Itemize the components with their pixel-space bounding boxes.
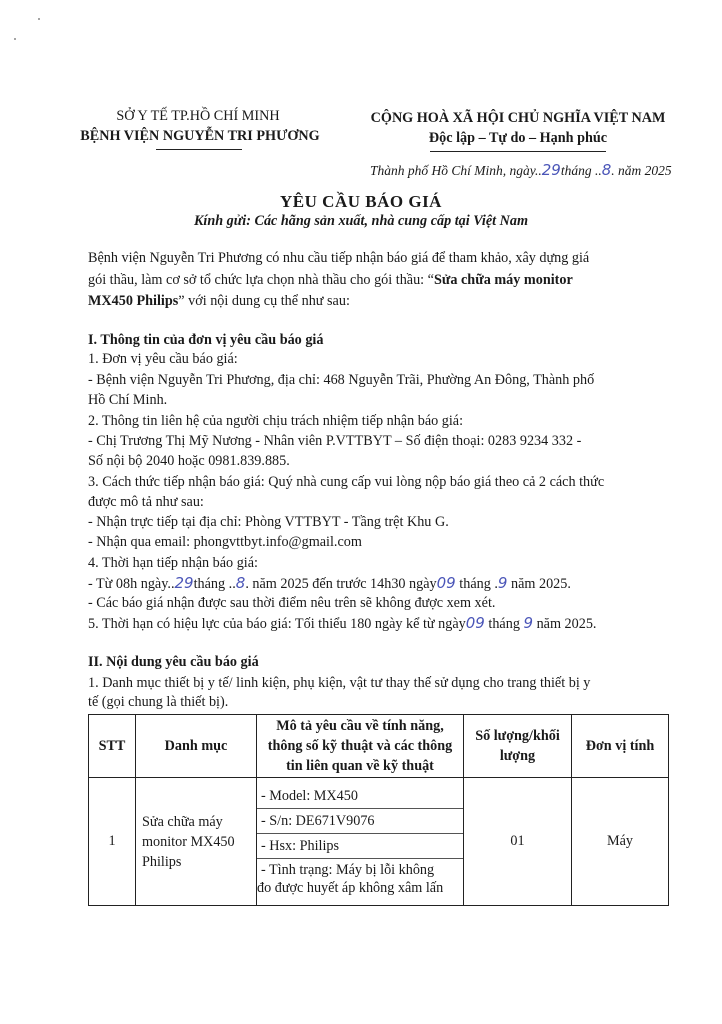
handwritten-day: 29 (174, 574, 194, 592)
header-unit: Đơn vị tính (572, 715, 669, 778)
scan-speck (38, 18, 40, 20)
document-title: YÊU CẦU BÁO GIÁ (280, 192, 442, 211)
deadline-text: năm 2025. (511, 576, 571, 592)
header-quantity (464, 715, 572, 778)
intro-text: ” với nội dung cụ thể như sau: (178, 293, 350, 309)
handwritten-day: 09 (465, 614, 485, 632)
handwritten-month: 9 (497, 574, 508, 592)
section-1-line: - Các báo giá nhận được sau thời điểm nêu trên sẽ không được xem xét. (88, 595, 496, 611)
spec-status-line: đo được huyết áp không xâm lấn (257, 880, 444, 896)
section-2-line: tế (gọi chung là thiết bị). (88, 694, 229, 710)
spec-serial: - S/n: DE671V9076 (257, 808, 463, 833)
intro-line-2 (88, 272, 573, 289)
row-quantity: 01 (464, 778, 572, 906)
package-name-part1: Sửa chữa máy monitor (433, 272, 573, 288)
row-name (136, 778, 257, 906)
package-name-part2: MX450 Philips (88, 293, 179, 309)
spec-model: - Model: MX450 (261, 788, 358, 804)
deadline-text: tháng (193, 576, 226, 592)
header-name: Danh mục (136, 715, 257, 778)
section-2-heading: II. Nội dung yêu cầu báo giá (88, 654, 259, 670)
section-1-line: 3. Cách thức tiếp nhận báo giá: Quý nhà cung cấp vui lòng nộp báo giá theo cả 2 cách thức (88, 474, 605, 490)
row-spec (257, 778, 464, 906)
row-stt: 1 (89, 778, 136, 906)
section-1-line: 4. Thời hạn tiếp nhận báo giá: (88, 555, 258, 571)
row-name-line: monitor MX450 (142, 833, 235, 850)
table-header-row (89, 715, 669, 778)
spec-status (257, 858, 463, 899)
handwritten-month: 8 (235, 574, 246, 592)
section-1-line: 2. Thông tin liên hệ của người chịu trách nhiệm tiếp nhận báo giá: (88, 413, 464, 429)
validity-text: 5. Thời hạn có hiệu lực của báo giá: Tối thiểu 180 ngày kể từ ngày (88, 616, 466, 632)
header-quantity-line: Số lượng/khối (475, 728, 560, 744)
equipment-table (88, 714, 669, 906)
motto: Độc lập – Tự do – Hạnh phúc (428, 130, 608, 146)
handwritten-day: 09 (436, 574, 456, 592)
republic-name: CỘNG HOÀ XÃ HỘI CHỦ NGHĨA VIỆT NAM (370, 110, 666, 126)
section-1-line: - Chị Trương Thị Mỹ Nương - Nhân viên P.VTTBYT – Số điện thoại: 0283 9234 332 - (88, 433, 582, 449)
date-prefix: Thành phố Hồ Chí Minh, ngày (370, 163, 536, 178)
section-1-line: được mô tả như sau: (88, 494, 204, 510)
section-1-line: - Bệnh viện Nguyễn Tri Phương, địa chỉ: 468 Nguyễn Trãi, Phường An Đông, Thành phố (88, 372, 595, 388)
header-description (257, 715, 464, 778)
header-description-line: Mô tả yêu cầu về tính năng, (276, 718, 444, 734)
scan-speck (14, 38, 16, 40)
document-subtitle: Kính gửi: Các hãng sản xuất, nhà cung cấp tại Việt Nam (193, 213, 529, 229)
intro-line-1: Bệnh viện Nguyễn Tri Phương có nhu cầu tiếp nhận báo giá để tham khảo, xây dựng giá (88, 250, 590, 266)
header-quantity-line: lượng (499, 748, 536, 764)
deadline-line: - Từ 08h ngày..29tháng ..8. năm 2025 đến trước 14h30 ngày09 tháng .9 năm 2025. (88, 574, 571, 592)
table-row (89, 778, 669, 906)
section-1-line: - Nhận trực tiếp tại địa chỉ: Phòng VTTBYT - Tầng trệt Khu G. (88, 514, 449, 530)
spec-status-line: - Tình trạng: Máy bị lỗi không (261, 862, 435, 878)
deadline-text: - Từ 08h ngày (88, 576, 168, 592)
deadline-text: năm 2025 đến trước 14h30 ngày (252, 576, 437, 592)
validity-text: năm 2025. (536, 616, 597, 632)
section-1-heading: I. Thông tin của đơn vị yêu cầu báo giá (88, 332, 324, 348)
row-unit: Máy (572, 778, 669, 906)
header-stt: STT (89, 715, 136, 778)
section-2-line: 1. Danh mục thiết bị y tế/ linh kiện, phụ kiện, vật tư thay thế sử dụng cho trang thiết bị y (88, 675, 591, 691)
section-1-line: Hồ Chí Minh. (88, 392, 168, 408)
date-line: Thành phố Hồ Chí Minh, ngày..29tháng ..8. năm 2025 (370, 161, 672, 179)
hospital-name: BỆNH VIỆN NGUYỄN TRI PHƯƠNG (80, 128, 320, 144)
row-name-line: Sửa chữa máy (142, 813, 223, 830)
month-label: tháng (560, 163, 592, 178)
deadline-text: tháng (459, 576, 491, 592)
validity-text: tháng (488, 616, 520, 632)
contact-email: - Nhận qua email: phongvttbyt.info@gmail.com (88, 534, 362, 550)
row-name-line: Philips (142, 853, 182, 870)
spec-manufacturer: - Hsx: Philips (257, 833, 463, 858)
handwritten-month: 8 (601, 161, 612, 179)
validity-line (88, 614, 596, 633)
handwritten-day: 29 (541, 161, 561, 179)
hospital-underline (156, 149, 242, 150)
handwritten-month: 9 (523, 614, 534, 632)
header-description-line: thông số kỹ thuật và các thông (267, 738, 453, 754)
motto-underline (430, 151, 606, 152)
intro-text: gói thầu, làm cơ sở tổ chức lựa chọn nhà thầu cho gói thầu: “ (88, 272, 434, 288)
intro-line-3 (88, 293, 350, 310)
header-description-line: tin liên quan về kỹ thuật (286, 758, 434, 774)
ministry-name: SỞ Y TẾ TP.HỒ CHÍ MINH (116, 108, 280, 124)
section-1-line: 1. Đơn vị yêu cầu báo giá: (88, 351, 238, 367)
section-1-line: Số nội bộ 2040 hoặc 0981.839.885. (88, 453, 290, 469)
year-label: năm 2025 (618, 163, 672, 178)
